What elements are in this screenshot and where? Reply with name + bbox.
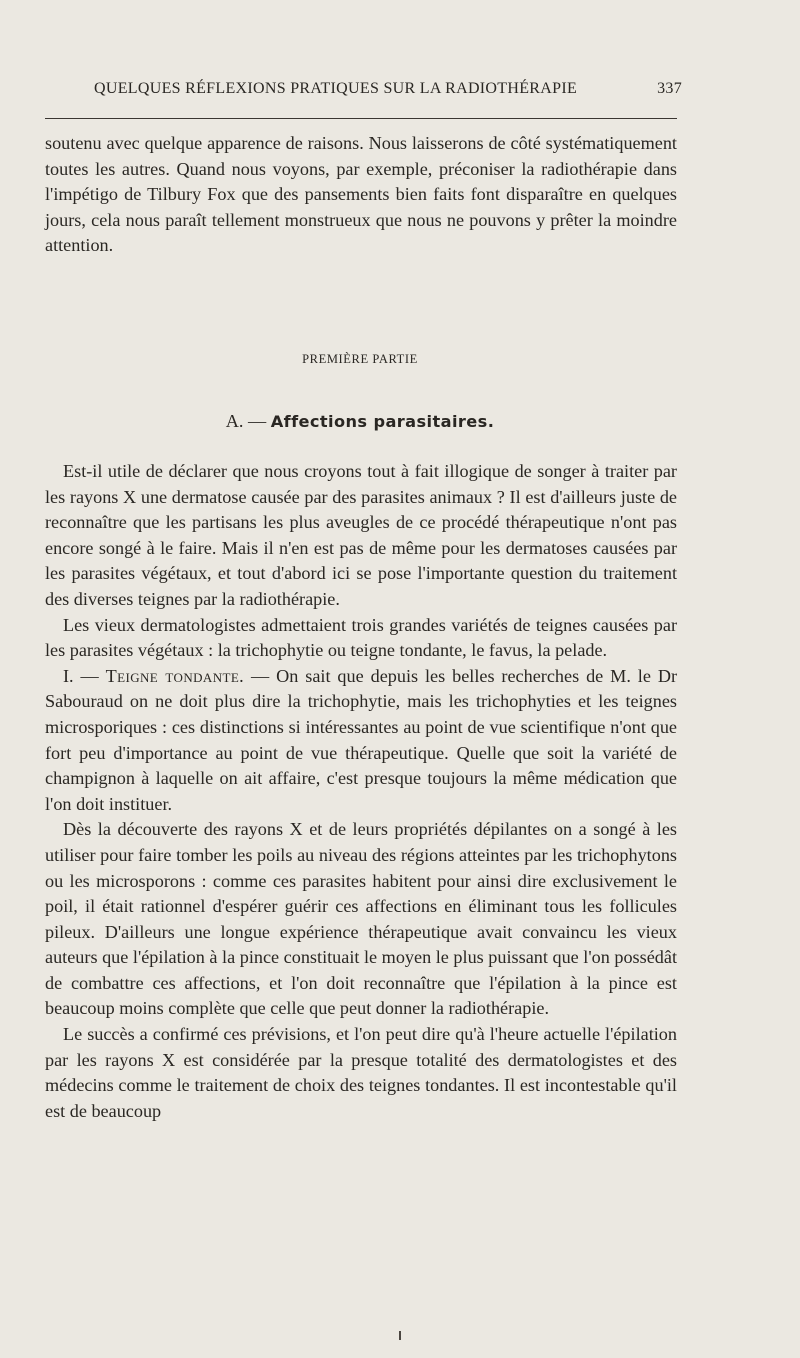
section-number: A. — (225, 411, 267, 431)
part-heading: PREMIÈRE PARTIE (302, 352, 418, 366)
running-title: QUELQUES RÉFLEXIONS PRATIQUES SUR LA RADIOTHÉRAPIE (94, 80, 578, 97)
print-speck (399, 1331, 401, 1340)
running-header (94, 80, 682, 104)
paragraph: Le succès a confirmé ces prévisions, et l'on peut dire qu'à l'heure actuelle l'épilation par les rayons X est considérée par la presque totalité des dermatologistes et des médecins comme le traitement de choix des teignes tondantes. Il est incontestable qu'il est de beaucoup (45, 1024, 677, 1121)
paragraph: Dès la découverte des rayons X et de leurs propriétés dépilantes on a songé à les utiliser pour faire tomber les poils au niveau des régions atteintes par les trichophytons ou les microsporons : comme ces parasites habitent pour ainsi dire exclusivement le poil, il était rationnel d'espérer guérir ces affections en éliminant tous les follicules pileux. D'ailleurs une longue expérience thérapeutique avait convaincu les vieux auteurs que l'épilation à la pince constituait le moyen le plus puissant que l'on possédât de combattre ces affections, et l'on doit reconnaître que l'épilation à la pince est beaucoup moins complète que celle que peut donner la radiothérapie. (45, 819, 677, 1019)
paragraph: Est-il utile de déclarer que nous croyons tout à fait illogique de songer à traiter par les rayons X une dermatose causée par des parasites animaux ? Il est d'ailleurs juste de reconnaître que les partisans les plus aveugles de ce procédé thérapeutique n'ont pas encore songé à le faire. Mais il n'en est pas de même pour les dermatoses causées par les parasites végétaux, et tout d'abord ici se pose l'importante question du traitement des diverses teignes par la radiothérapie. (45, 461, 677, 609)
page-number: 337 (657, 80, 682, 97)
subsection-title: Teigne tondante. (105, 665, 245, 686)
paragraph: Les vieux dermatologistes admettaient trois grandes variétés de teignes causées par les parasites végétaux : la trichophytie ou teigne tondante, le favus, la pelade. (45, 614, 677, 661)
main-text (45, 459, 677, 1124)
paragraph (45, 664, 677, 818)
section-title: Affections parasitaires. (270, 412, 495, 431)
subsection-number: I. — (63, 665, 99, 686)
subsection-text: — On sait que depuis les belles recherches de M. le Dr Sabouraud on ne doit plus dire la trichophytie, mais les trichophyties et les teignes microsporiques : ces distinctions si intéressantes au point de vue scientifique n'ont que fort peu d'importance au point de vue thérapeutique. Quelle que soit la variété de champignon à laquelle on ait affaire, c'est presque toujours la même médication que l'on doit instituer. (45, 665, 678, 814)
intro-paragraph: soutenu avec quelque apparence de raisons. Nous laisserons de côté systématiquement toutes les autres. Quand nous voyons, par exemple, préconiser la radiothérapie dans l'impétigo de Tilbury Fox que des pansements bien faits font disparaître en quelques jours, cela nous paraît tellement monstrueux que nous ne pouvons y prêter la moindre attention. (45, 133, 677, 256)
intro-text (45, 131, 677, 259)
header-rule (45, 118, 677, 119)
section-heading (0, 411, 720, 432)
